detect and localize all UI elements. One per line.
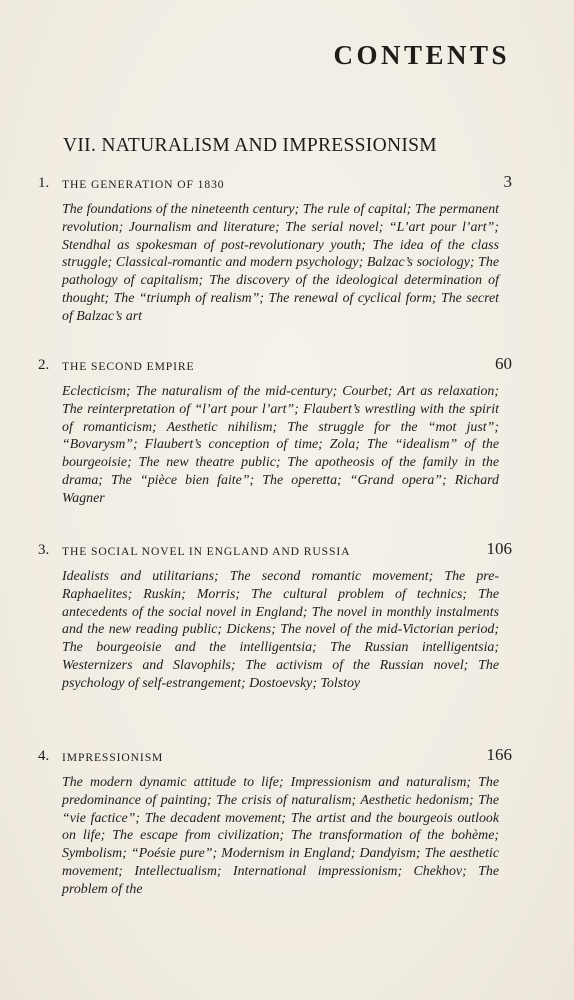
toc-entry-head: [38, 172, 512, 199]
chapter-number: 2.: [38, 357, 50, 373]
chapter-title: IMPRESSIONISM: [62, 751, 164, 764]
chapter-summary: The modern dynamic attitude to life; Impressionism and naturalism; The predominance of painting; The crisis of naturalism; Aesthetic hedonism; The “vie factice”; The decadent movement; The artist and the bourgeois outlook on life; The escape from civilization; The transformation of the bohème; Symbolism; “Poésie pure”; Modernism in England; Dandyism; The aesthetic movement; Intellectualism; International impressionism; Chekhov; The problem of the: [62, 775, 499, 897]
toc-entry-1: [38, 172, 512, 326]
chapter-summary: Idealists and utilitarians; The second romantic movement; The pre-Raphaelites; Ruskin; Morris; The cultural problem of technics; The antecedents of the social novel in England; The novel in monthly instalments and the new reading public; Dickens; The novel of the mid-Victorian period; The bourgeoisie and the intelligentsia; The Russian intelligentsia; Westernizers and Slavophils; The activism of the Russian novel; The psychology of self-estrangement; Dostoevsky; Tolstoy: [62, 569, 499, 691]
contents-heading: CONTENTS: [333, 40, 510, 70]
toc-entry-head: [38, 354, 512, 381]
toc-entry-head: [38, 745, 512, 772]
chapter-number: 4.: [38, 748, 50, 764]
part-title: VII. NATURALISM AND IMPRESSIONISM: [63, 135, 437, 156]
chapter-number: 3.: [38, 542, 50, 558]
toc-entry-2: [38, 354, 512, 508]
toc-entry-head: [38, 539, 512, 566]
chapter-summary: Eclecticism; The naturalism of the mid-century; Courbet; Art as relaxation; The reinterpretation of “l’art pour l’art”; Flaubert’s wrestling with the spirit of romanticism; Aesthetic nihilism; The struggle for the “mot just”; “Bovarysm”; Flaubert’s conception of time; Zola; The “idealism” of the bourgeoisie; The new theatre public; The apotheosis of the family in the drama; The “pièce bien faite”; The operetta; “Grand opera”; Richard Wagner: [62, 384, 499, 506]
page-number: 106: [486, 539, 512, 558]
page-number: 60: [495, 354, 512, 373]
chapter-number: 1.: [38, 175, 50, 191]
chapter-summary: The foundations of the nineteenth century; The rule of capital; The permanent revolution; Journalism and literature; The serial novel; “L’art pour l’art”; Stendhal as spokesman of post-revolutionary youth; The idea of the class struggle; Classical-romantic and modern psychology; Balzac’s sociology; The pathology of capitalism; The discovery of the ideological determination of thought; The “triumph of realism”; The renewal of cyclical form; The secret of Balzac’s art: [62, 202, 499, 324]
page-number: 166: [486, 745, 512, 764]
page-number: 3: [503, 172, 512, 191]
chapter-title: THE SECOND EMPIRE: [62, 360, 195, 373]
toc-entry-4: [38, 745, 512, 899]
chapter-title: THE SOCIAL NOVEL IN ENGLAND AND RUSSIA: [62, 545, 351, 558]
chapter-title: THE GENERATION OF 1830: [62, 178, 225, 191]
toc-entry-3: [38, 539, 512, 693]
